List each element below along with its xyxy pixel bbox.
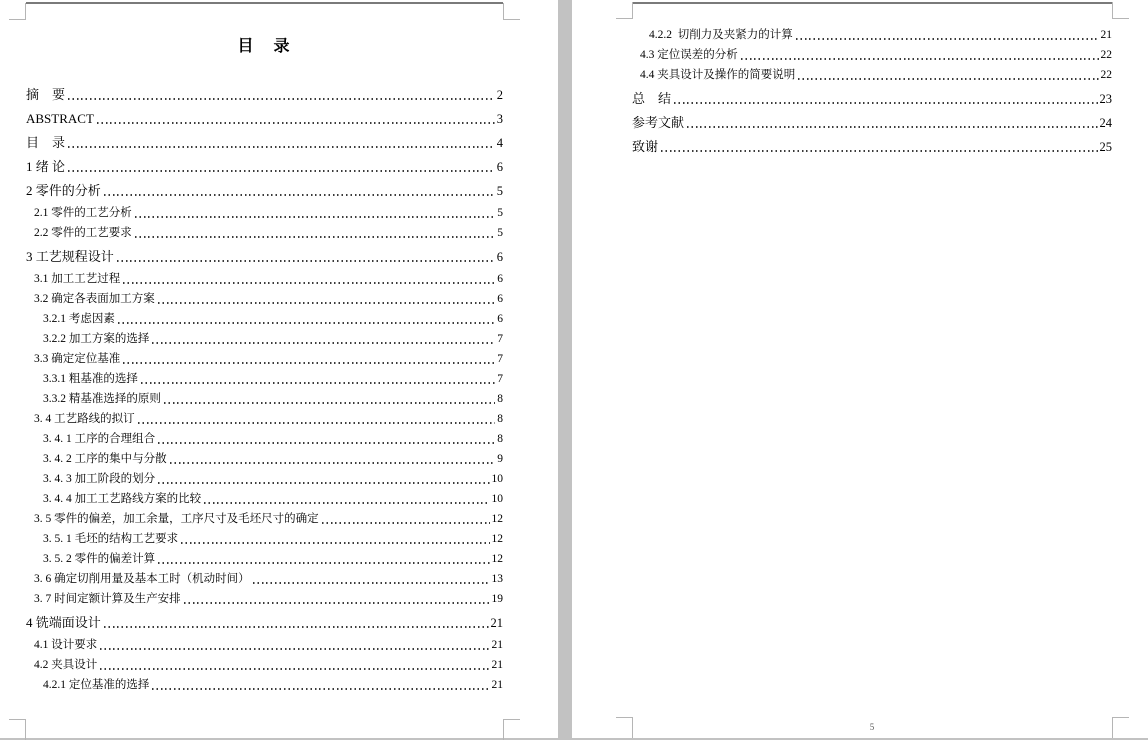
dot-leader: [68, 146, 495, 148]
toc-entry-label: 3. 5 零件的偏差，加工余量，工序尺寸及毛坯尺寸的确定: [34, 513, 319, 525]
header-underline: [632, 2, 1112, 4]
toc-entry[interactable]: [26, 157, 503, 177]
toc-entry-label: 2.1 零件的工艺分析: [34, 207, 132, 219]
toc-entry-page-number: 2: [496, 88, 503, 102]
toc-entry-label: 参考文献: [632, 115, 685, 130]
toc-entry-page-number: 9: [497, 453, 503, 465]
toc-entry-page-number: 23: [1099, 92, 1112, 106]
toc-entry-page-number: 8: [497, 433, 503, 445]
toc-entry[interactable]: [26, 133, 503, 153]
dot-leader: [123, 362, 495, 364]
toc-entry[interactable]: [26, 389, 503, 409]
toc-entry-page-number: 8: [497, 413, 503, 425]
toc-entry[interactable]: [632, 65, 1112, 85]
dot-leader: [164, 402, 495, 404]
toc-entry-page-number: 13: [491, 573, 503, 585]
toc-entry[interactable]: [26, 349, 503, 369]
toc-entry[interactable]: [26, 247, 503, 267]
toc-entry[interactable]: [26, 449, 503, 469]
toc-entry-label: 3.3.1 粗基准的选择: [43, 373, 138, 385]
dot-leader: [123, 282, 495, 284]
dot-leader: [184, 602, 490, 604]
dot-leader: [138, 422, 496, 424]
toc-entry-label: ABSTRACT: [26, 111, 94, 126]
toc-entry-page-number: 7: [497, 353, 503, 365]
toc-entry-label: 3.2.1 考虑因素: [43, 313, 115, 325]
toc-entry[interactable]: [26, 469, 503, 489]
toc-entry[interactable]: [632, 45, 1112, 65]
toc-entry[interactable]: [26, 269, 503, 289]
dot-leader: [68, 170, 495, 172]
dot-leader: [104, 626, 489, 628]
toc-entry-page-number: 12: [491, 513, 503, 525]
toc-entry-label: 4.2.2 切削力及夹紧力的计算: [649, 29, 793, 41]
toc-entry-page-number: 25: [1099, 140, 1112, 154]
dot-leader: [170, 462, 496, 464]
toc-entry-label: 4.2 夹具设计: [34, 659, 98, 671]
toc-entry[interactable]: [26, 509, 503, 529]
toc-entry-label: 4.2.1 定位基准的选择: [43, 679, 150, 691]
toc-entry-page-number: 4: [496, 136, 503, 150]
toc-entry-label: 4.4 夹具设计及操作的简要说明: [640, 69, 796, 81]
toc-entry-label: 目 录: [26, 135, 66, 150]
toc-entry-page-number: 21: [491, 679, 503, 691]
toc-entry-page-number: 3: [496, 112, 503, 126]
toc-entry-page-number: 24: [1099, 116, 1112, 130]
dot-leader: [158, 302, 496, 304]
toc-entry-label: 3.2 确定各表面加工方案: [34, 293, 155, 305]
toc-entry-label: 1 绪 论: [26, 159, 66, 174]
toc-entry-label: 3. 7 时间定额计算及生产安排: [34, 593, 181, 605]
dot-leader: [741, 58, 1099, 60]
toc-entry[interactable]: [26, 613, 503, 633]
toc-list-left: [0, 85, 558, 695]
dot-leader: [152, 688, 489, 690]
toc-entry[interactable]: [26, 223, 503, 243]
toc-entry-page-number: 22: [1100, 69, 1112, 81]
toc-entry-label: 3.3.2 精基准选择的原则: [43, 393, 161, 405]
dot-leader: [104, 194, 495, 196]
toc-entry[interactable]: [26, 529, 503, 549]
dot-leader: [322, 522, 490, 524]
toc-entry[interactable]: [26, 369, 503, 389]
text-boundary-mark-top-right: [503, 3, 520, 20]
toc-list-right: [572, 0, 1148, 157]
toc-entry[interactable]: [26, 635, 503, 655]
toc-entry[interactable]: [26, 109, 503, 129]
dot-leader: [141, 382, 495, 384]
toc-entry-label: 3. 4 工艺路线的拟订: [34, 413, 135, 425]
dot-leader: [796, 38, 1099, 40]
toc-entry-label: 3. 6 确定切削用量及基本工时（机动时间）: [34, 573, 250, 585]
toc-entry-page-number: 6: [497, 293, 503, 305]
toc-entry-page-number: 5: [497, 227, 503, 239]
toc-entry-page-number: 21: [491, 659, 503, 671]
dot-leader: [152, 342, 495, 344]
page-right: [572, 0, 1148, 738]
dot-leader: [661, 150, 1097, 152]
toc-entry[interactable]: [632, 89, 1112, 109]
dot-leader: [100, 648, 489, 650]
dot-leader: [253, 582, 490, 584]
toc-entry-label: 3.1 加工工艺过程: [34, 273, 121, 285]
toc-entry-page-number: 5: [497, 207, 503, 219]
dot-leader: [158, 442, 495, 444]
text-boundary-mark-bottom-right: [1112, 717, 1129, 738]
toc-entry-page-number: 12: [491, 533, 503, 545]
toc-entry-label: 3.3 确定定位基准: [34, 353, 121, 365]
toc-entry[interactable]: [26, 589, 503, 609]
toc-entry-label: 4 铣端面设计: [26, 615, 101, 630]
text-boundary-mark-bottom-left: [9, 719, 26, 740]
toc-entry-label: 3 工艺规程设计: [26, 249, 114, 264]
toc-entry[interactable]: [632, 137, 1112, 157]
toc-entry-page-number: 10: [491, 493, 503, 505]
toc-entry-page-number: 8: [497, 393, 503, 405]
toc-entry-label: 4.1 设计要求: [34, 639, 98, 651]
toc-entry-page-number: 19: [491, 593, 503, 605]
toc-entry[interactable]: [26, 409, 503, 429]
toc-entry[interactable]: [26, 203, 503, 223]
toc-entry[interactable]: [26, 569, 503, 589]
toc-entry[interactable]: [26, 549, 503, 569]
toc-entry-page-number: 21: [491, 639, 503, 651]
toc-entry[interactable]: [26, 329, 503, 349]
toc-entry[interactable]: [26, 181, 503, 201]
toc-entry-page-number: 5: [496, 184, 503, 198]
dot-leader: [204, 502, 489, 504]
toc-entry-label: 摘 要: [26, 87, 66, 102]
text-boundary-mark-top-left: [616, 2, 633, 19]
dot-leader: [118, 322, 495, 324]
dot-leader: [158, 562, 489, 564]
toc-entry-label: 总 结: [632, 91, 672, 106]
toc-entry-page-number: 21: [490, 616, 503, 630]
text-boundary-mark-top-left: [9, 3, 26, 20]
toc-entry-label: 3. 5. 1 毛坯的结构工艺要求: [43, 533, 179, 545]
toc-entry-label: 致谢: [632, 139, 659, 154]
toc-entry-label: 2 零件的分析: [26, 183, 101, 198]
toc-title: 目 录: [237, 38, 292, 55]
toc-entry[interactable]: [26, 289, 503, 309]
dot-leader: [798, 78, 1098, 80]
toc-entry-page-number: 12: [491, 553, 503, 565]
dot-leader: [135, 236, 496, 238]
toc-entry-label: 3. 4. 4 加工工艺路线方案的比较: [43, 493, 202, 505]
header-underline: [26, 2, 503, 4]
toc-entry[interactable]: [26, 85, 503, 105]
dot-leader: [674, 102, 1097, 104]
dot-leader: [100, 668, 489, 670]
footer-page-number: 5: [869, 722, 875, 732]
toc-entry-label: 4.3 定位误差的分析: [640, 49, 738, 61]
toc-entry-page-number: 7: [497, 373, 503, 385]
text-boundary-mark-bottom-left: [616, 717, 633, 738]
dot-leader: [687, 126, 1097, 128]
toc-entry-label: 3. 4. 3 加工阶段的划分: [43, 473, 156, 485]
toc-entry-label: 3. 5. 2 零件的偏差计算: [43, 553, 156, 565]
dot-leader: [181, 542, 489, 544]
toc-entry-page-number: 6: [497, 273, 503, 285]
toc-entry-page-number: 6: [497, 313, 503, 325]
dot-leader: [135, 216, 496, 218]
dot-leader: [68, 98, 495, 100]
toc-entry-label: 3.2.2 加工方案的选择: [43, 333, 150, 345]
toc-entry-label: 3. 4. 1 工序的合理组合: [43, 433, 156, 445]
text-boundary-mark-top-right: [1112, 2, 1129, 19]
page-left: [0, 0, 558, 738]
toc-entry[interactable]: [632, 113, 1112, 133]
toc-entry-page-number: 6: [496, 160, 503, 174]
toc-entry-page-number: 6: [496, 250, 503, 264]
toc-entry-page-number: 21: [1100, 29, 1112, 41]
toc-entry[interactable]: [26, 489, 503, 509]
text-boundary-mark-bottom-right: [503, 719, 520, 740]
dot-leader: [158, 482, 489, 484]
toc-entry[interactable]: [26, 309, 503, 329]
toc-entry-page-number: 10: [491, 473, 503, 485]
toc-entry-page-number: 22: [1100, 49, 1112, 61]
toc-entry[interactable]: [632, 25, 1112, 45]
toc-entry[interactable]: [26, 675, 503, 695]
toc-entry-page-number: 7: [497, 333, 503, 345]
toc-entry[interactable]: [26, 429, 503, 449]
toc-entry-label: 3. 4. 2 工序的集中与分散: [43, 453, 167, 465]
toc-entry[interactable]: [26, 655, 503, 675]
dot-leader: [97, 122, 495, 124]
toc-entry-label: 2.2 零件的工艺要求: [34, 227, 132, 239]
dot-leader: [117, 260, 495, 262]
